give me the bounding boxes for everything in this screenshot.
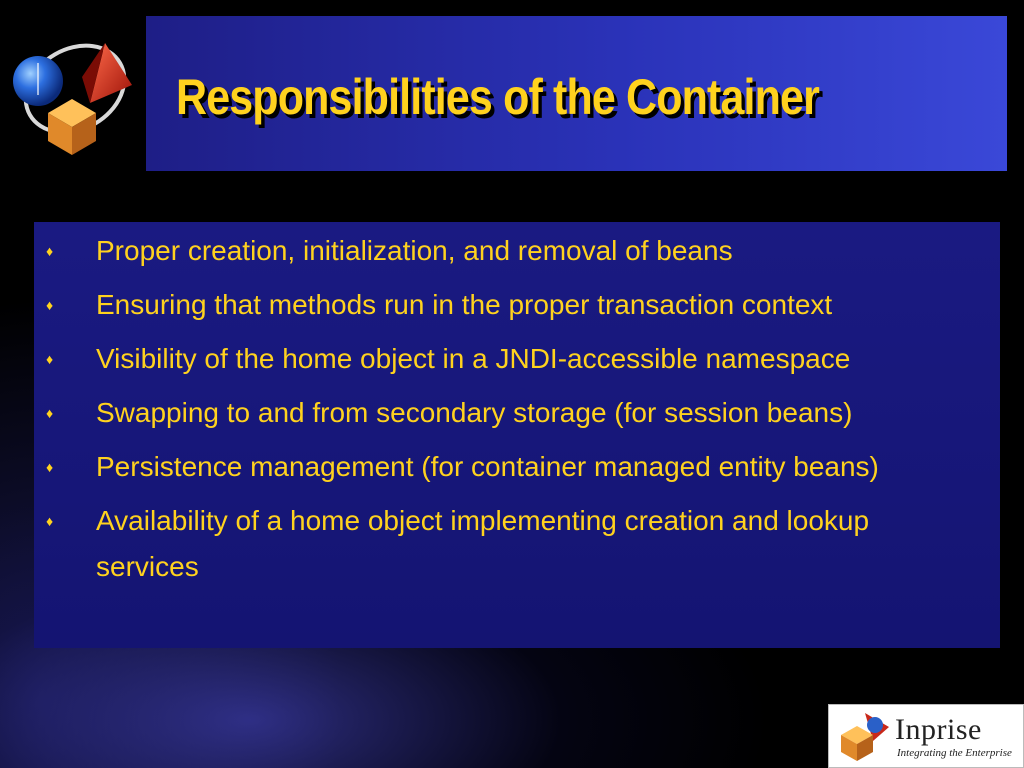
bullet-item bbox=[46, 282, 946, 328]
diamond-bullet-icon: ♦ bbox=[46, 297, 54, 313]
diamond-bullet-icon: ♦ bbox=[46, 405, 54, 421]
bullet-text: Proper creation, initialization, and removal of beans bbox=[96, 235, 733, 266]
bullet-text: Visibility of the home object in a JNDI-accessible namespace bbox=[96, 343, 851, 374]
bullet-text: Availability of a home object implementing creation and lookup services bbox=[96, 505, 870, 582]
diamond-bullet-icon: ♦ bbox=[46, 243, 54, 259]
brand-name: Inprise bbox=[895, 713, 982, 746]
diamond-bullet-icon: ♦ bbox=[46, 459, 54, 475]
diamond-bullet-icon: ♦ bbox=[46, 351, 54, 367]
diamond-bullet-icon: ♦ bbox=[46, 513, 54, 529]
bullet-text: Swapping to and from secondary storage (for session beans) bbox=[96, 397, 853, 428]
slide-title: Responsibilities of the Container bbox=[176, 69, 819, 125]
bullet-text: Persistence management (for container managed entity beans) bbox=[96, 451, 879, 482]
brand-logo bbox=[828, 704, 1024, 768]
bullet-list bbox=[46, 228, 946, 598]
bullet-item bbox=[46, 228, 946, 274]
brand-tagline: Integrating the Enterprise bbox=[897, 747, 1012, 759]
inprise-cube-icon bbox=[835, 711, 891, 763]
bullet-item bbox=[46, 390, 946, 436]
corner-logo bbox=[0, 15, 146, 163]
bullet-item bbox=[46, 336, 946, 382]
bullet-item bbox=[46, 444, 946, 490]
bullet-text: Ensuring that methods run in the proper transaction context bbox=[96, 289, 833, 320]
sphere-cube-pyramid-icon bbox=[0, 15, 146, 163]
bullet-item bbox=[46, 498, 946, 590]
title-bar bbox=[146, 16, 1007, 171]
